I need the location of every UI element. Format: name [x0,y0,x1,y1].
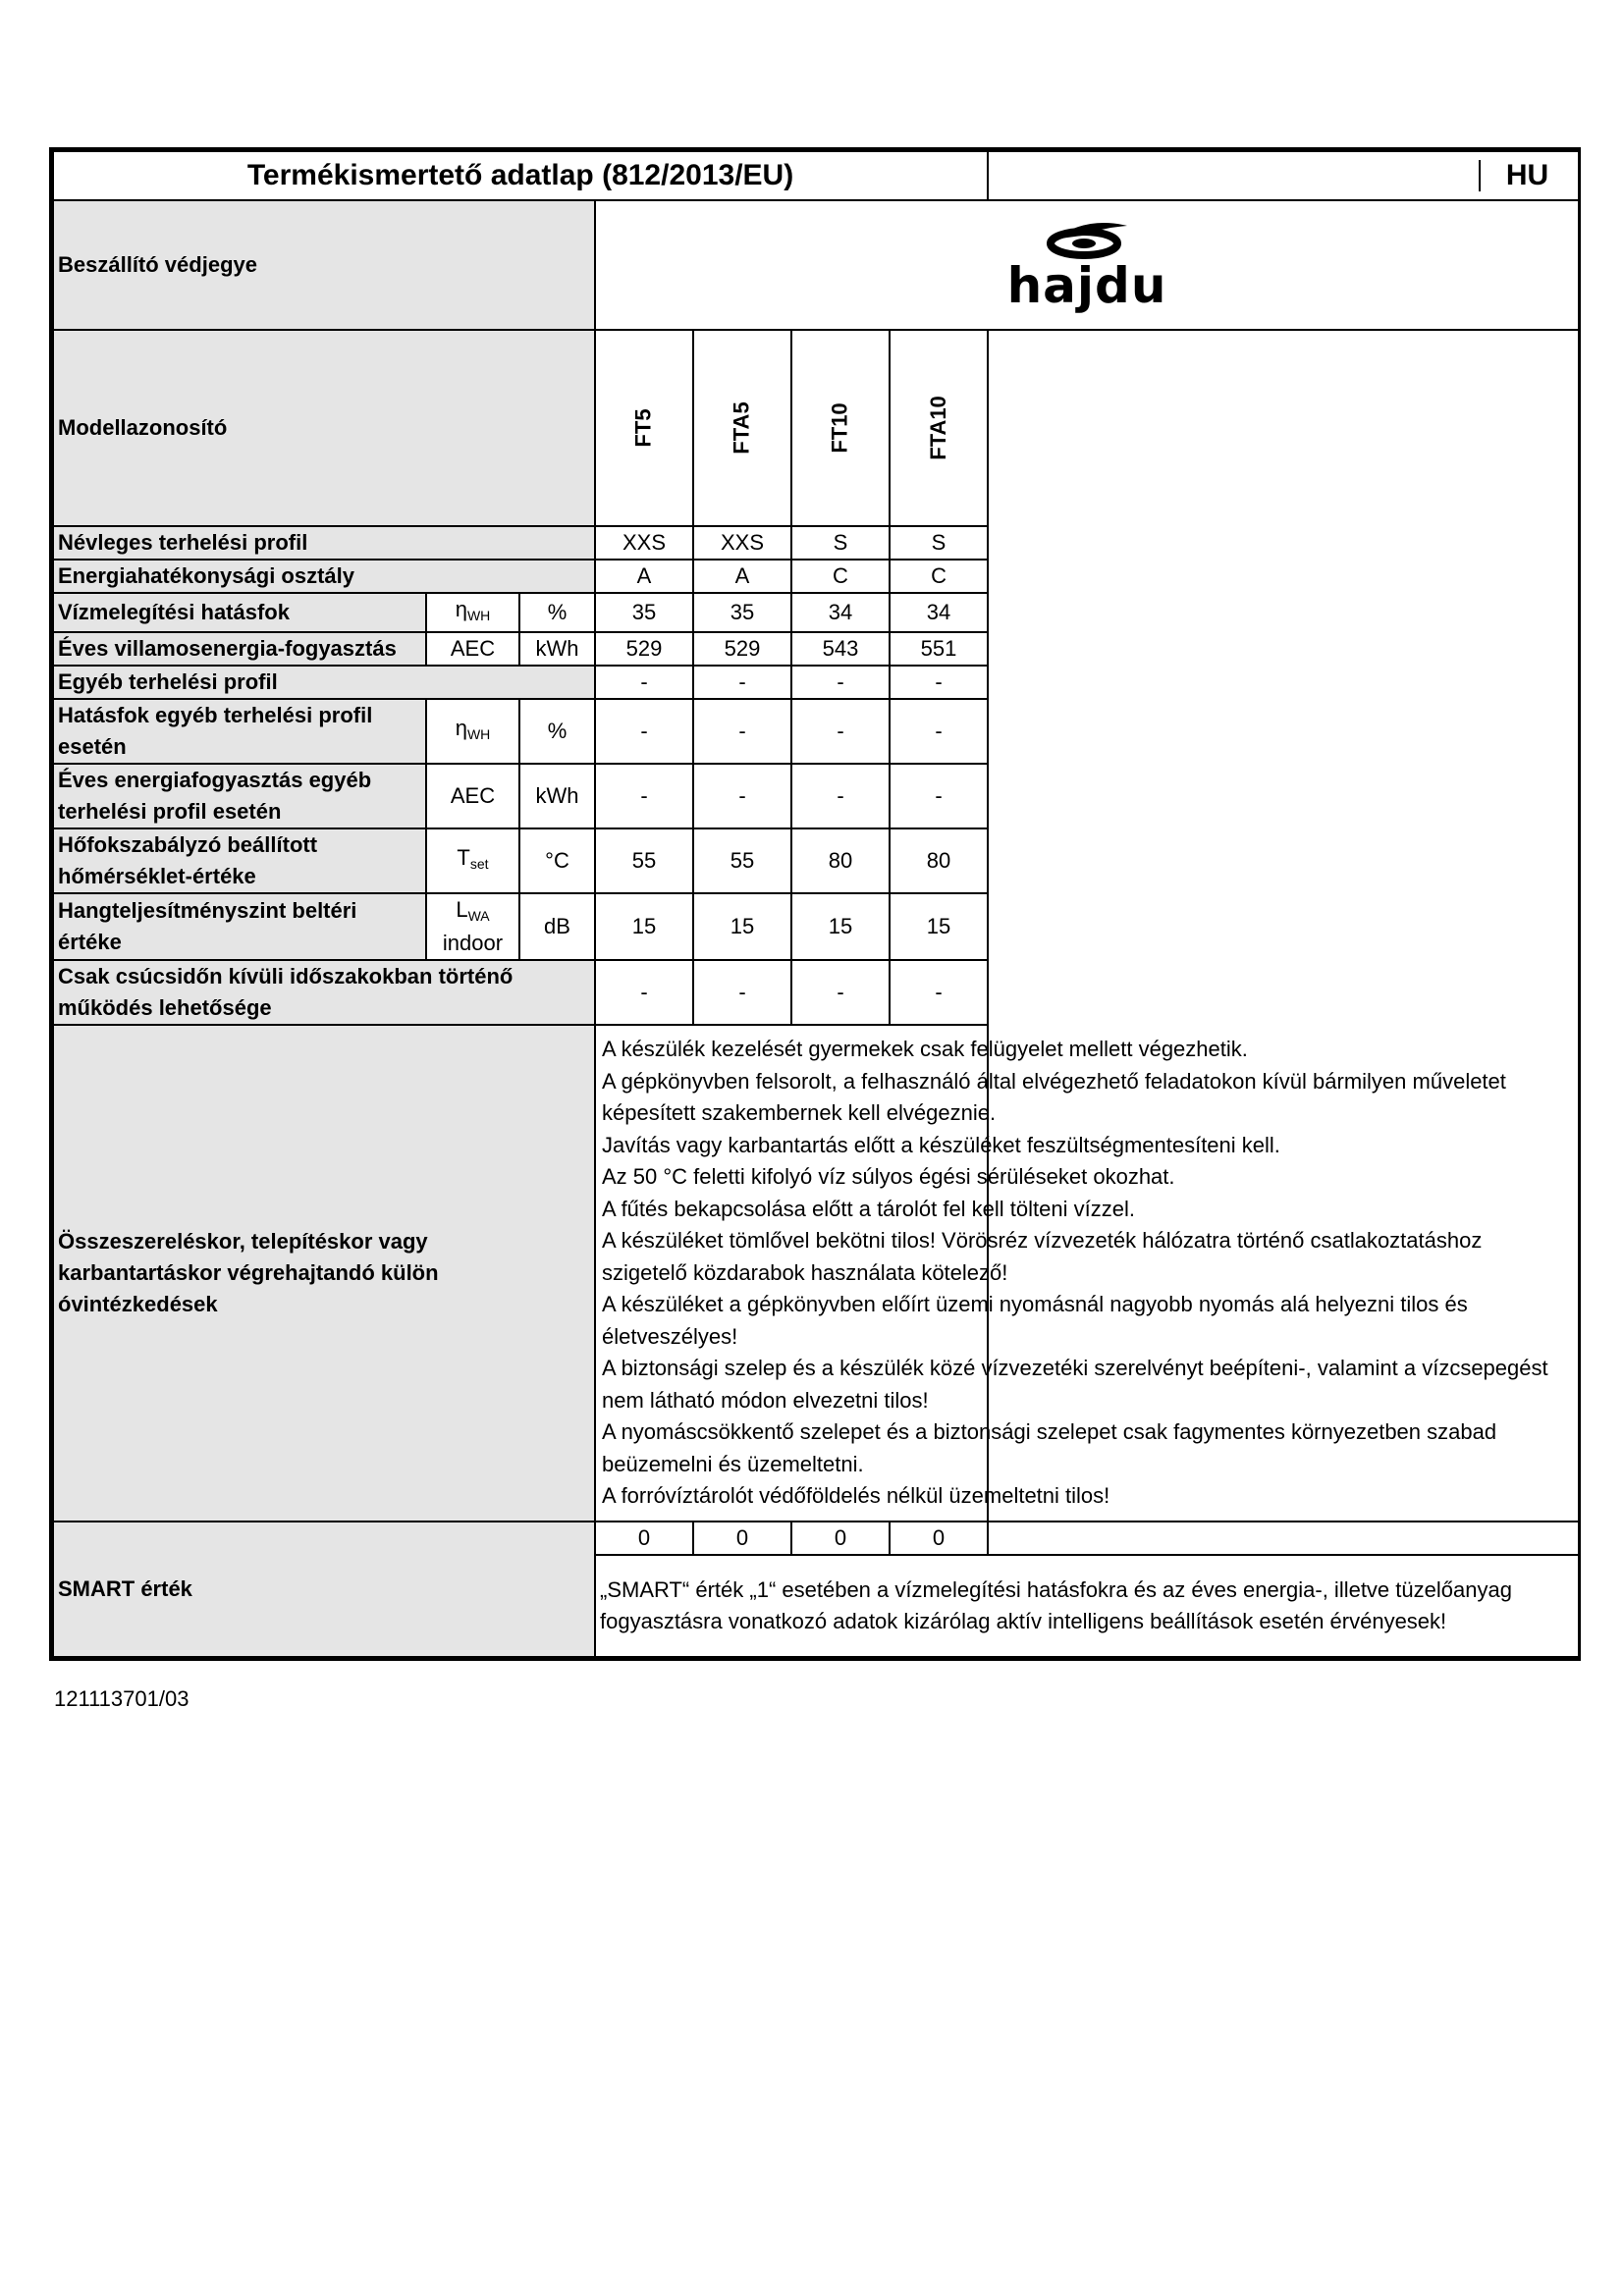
cell-value: 15 [595,893,693,960]
cell-value: - [595,699,693,764]
row-unit: kWh [519,764,595,828]
cell-value: - [595,764,693,828]
precautions-label: Összeszereléskor, telepítéskor vagy karbantartáskor végrehajtandó külön óvintézkedések [53,1025,595,1522]
cell-value: A [693,560,791,593]
smart-empty [988,1522,1579,1555]
symbol-text: AEC [450,636,496,661]
symbol-text: L [456,897,468,922]
precaution-item: A forróvíztárolót védőföldelés nélkül üzemeltetni tilos! [602,1483,1110,1508]
symbol-text: T [457,845,470,870]
model-header [890,330,988,526]
symbol-subscript: set [469,856,489,872]
cell-value: 55 [595,828,693,893]
cell-value: - [693,666,791,699]
cell-value: C [890,560,988,593]
smart-value: 0 [693,1522,791,1555]
symbol-subscript: WH [466,726,491,742]
cell-value: XXS [693,526,791,560]
precaution-item: A készüléket a gépkönyvben előírt üzemi nyomásnál nagyobb nyomás alá helyezni tilos és életveszélyes! [602,1292,1468,1349]
row-symbol [426,764,519,828]
cell-value: - [595,960,693,1025]
cell-value: 15 [890,893,988,960]
row-unit: % [519,699,595,764]
cell-value: 80 [791,828,890,893]
symbol-text: η [455,597,467,621]
symbol-subscript: WA [467,908,490,924]
cell-value: C [791,560,890,593]
sheet-title: Termékismertető adatlap (812/2013/EU) [53,151,988,200]
model-label: Modellazonosító [53,330,595,526]
hajdu-swirl-icon [1043,220,1131,261]
model-name: FTA10 [926,396,951,460]
model-header [791,330,890,526]
row-label: Egyéb terhelési profil [53,666,595,699]
precautions-list [595,1025,1579,1522]
cell-value: 551 [890,632,988,666]
row-label: Éves villamosenergia-fogyasztás [53,632,426,666]
smart-label: SMART érték [53,1522,595,1657]
cell-value: 34 [791,593,890,632]
cell-value: 34 [890,593,988,632]
cell-value: A [595,560,693,593]
cell-value: 55 [693,828,791,893]
row-label: Energiahatékonysági osztály [53,560,595,593]
language-code-text: HU [1479,160,1574,191]
row-label: Vízmelegítési hatásfok [53,593,426,632]
model-name: FT5 [631,408,656,448]
supplier-label: Beszállító védjegye [53,200,595,330]
cell-value: - [791,764,890,828]
model-header [693,330,791,526]
symbol-subscript: WH [466,608,491,623]
cell-value: - [890,666,988,699]
smart-value: 0 [890,1522,988,1555]
document-code: 121113701/03 [54,1686,189,1711]
cell-value: 80 [890,828,988,893]
cell-value: 529 [595,632,693,666]
cell-value: S [890,526,988,560]
row-label: Hőfokszabályzó beállított hőmérséklet-értéke [53,828,426,893]
row-unit: °C [519,828,595,893]
precaution-item: A készüléket tömlővel bekötni tilos! Vörösréz vízvezeték hálózatra történő csatlakoztatáshoz szigetelő közdarabok használata kötelező! [602,1228,1483,1285]
model-name: FT10 [827,402,852,454]
row-label: Hangteljesítményszint beltéri értéke [53,893,426,960]
row-label: Csak csúcsidőn kívüli időszakokban történő működés lehetősége [53,960,595,1025]
cell-value: - [693,699,791,764]
language-code [988,151,1579,200]
symbol-qualifier: indoor [442,931,504,955]
cell-value: 35 [693,593,791,632]
logo-wordmark: hajdu [1006,257,1167,314]
row-unit: % [519,593,595,632]
row-symbol [426,699,519,764]
cell-value: - [791,699,890,764]
precaution-item: A nyomáscsökkentő szelepet és a biztonsági szelepet csak fagymentes környezetben szabad beüzemelni és üzemeltetni. [602,1419,1497,1476]
row-label: Éves energiafogyasztás egyéb terhelési profil esetén [53,764,426,828]
row-label: Hatásfok egyéb terhelési profil esetén [53,699,426,764]
symbol-text: AEC [450,783,496,808]
precaution-item: Javítás vagy karbantartás előtt a készüléket feszültségmentesíteni kell. [602,1132,1280,1157]
model-header [595,330,693,526]
product-fiche [49,147,1581,1661]
smart-value: 0 [595,1522,693,1555]
row-symbol [426,632,519,666]
cell-value: - [791,960,890,1025]
smart-note: „SMART“ érték „1“ esetében a vízmelegítési hatásfokra és az éves energia-, illetve tüzelőanyag fogyasztásra vonatkozó adatok kizárólag aktív intelligens beállítások esetén érvényesek! [595,1555,1579,1657]
row-symbol [426,893,519,960]
cell-value: XXS [595,526,693,560]
cell-value: S [791,526,890,560]
cell-value: - [693,960,791,1025]
cell-value: 15 [791,893,890,960]
cell-value: 529 [693,632,791,666]
cell-value: - [791,666,890,699]
cell-value: 543 [791,632,890,666]
row-unit: kWh [519,632,595,666]
smart-value: 0 [791,1522,890,1555]
precaution-item: Az 50 °C feletti kifolyó víz súlyos égési sérüléseket okozhat. [602,1164,1175,1189]
model-name: FTA5 [730,401,754,454]
cell-value: - [595,666,693,699]
symbol-text: η [455,716,467,740]
row-unit: dB [519,893,595,960]
row-label: Névleges terhelési profil [53,526,595,560]
cell-value: 15 [693,893,791,960]
precaution-item: A biztonsági szelep és a készülék közé vízvezetéki szerelvényt beépíteni-, valamint a vízcsepegést nem látható módon elvezetni tilos! [602,1356,1548,1413]
precaution-item: A fűtés bekapcsolása előtt a tárolót fel kell tölteni vízzel. [602,1196,1135,1221]
cell-value: 35 [595,593,693,632]
row-symbol [426,593,519,632]
precaution-item: A gépkönyvben felsorolt, a felhasználó által elvégezhető feladatokon kívül bármilyen műveletet képesített szakembernek kell elvégeznie. [602,1068,1506,1125]
cell-value: - [890,764,988,828]
fiche-table [52,150,1580,1658]
cell-value: - [693,764,791,828]
precaution-item: A készülék kezelését gyermekek csak felügyelet mellett végezhetik. [602,1037,1248,1061]
cell-value: - [890,699,988,764]
row-symbol [426,828,519,893]
supplier-logo [595,200,1579,330]
cell-value: - [890,960,988,1025]
